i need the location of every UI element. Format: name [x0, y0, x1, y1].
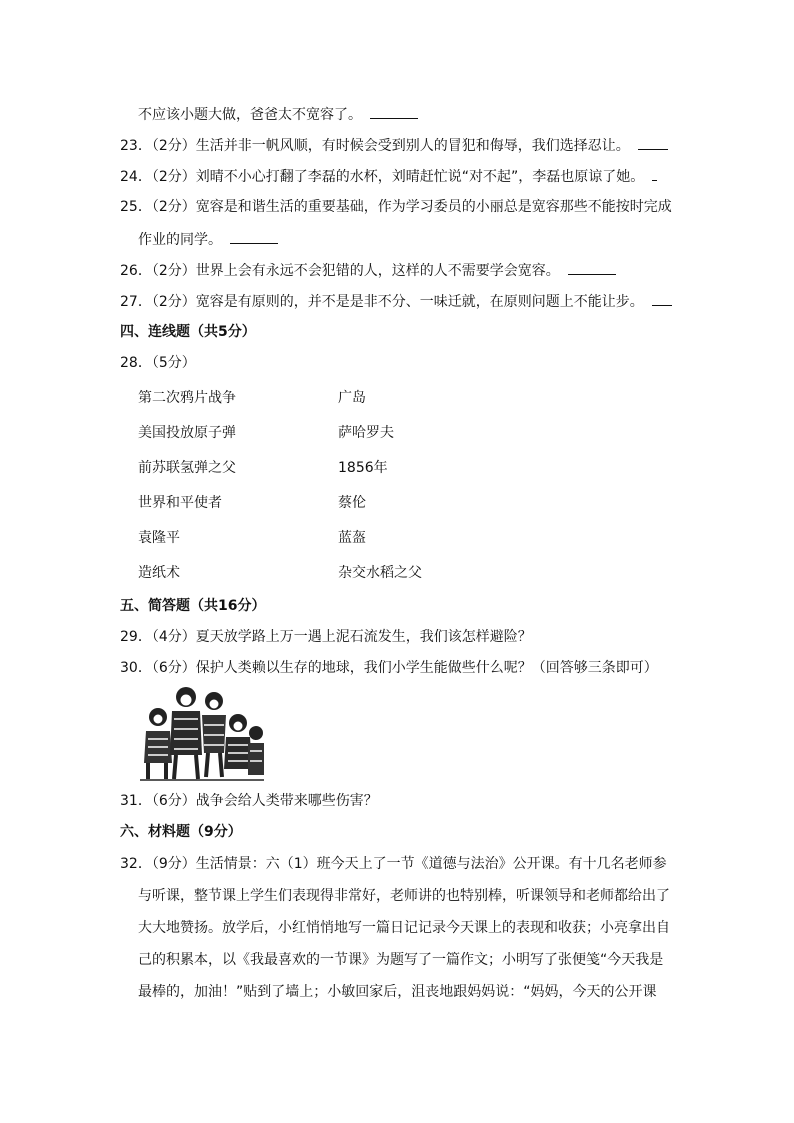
q24-text: 24．（2分）刘晴不小心打翻了李磊的水杯，刘晴赶忙说“对不起”，李磊也原谅了她。 [120, 169, 645, 185]
question-32-line: 大大地赞扬。放学后，小红悄悄地写一篇日记记录今天课上的表现和收获；小亮拿出自 [138, 920, 670, 936]
question-27 [120, 291, 672, 312]
answer-blank[interactable] [230, 229, 278, 244]
section-6-title: 六、材料题（9分） [120, 824, 242, 840]
question-32-line: 最棒的，加油！”贴到了墙上；小敏回家后，沮丧地跟妈妈说：“妈妈，今天的公开课 [138, 984, 657, 1000]
match-right-item[interactable]: 1856年 [338, 460, 388, 476]
q22-text: 不应该小题大做，爸爸太不宽容了。 [138, 107, 362, 123]
q26-text: 26．（2分）世界上会有永远不会犯错的人，这样的人不需要学会宽容。 [120, 263, 560, 279]
answer-blank[interactable] [652, 291, 672, 306]
answer-blank[interactable] [652, 166, 657, 181]
match-right-item[interactable]: 蓝盔 [338, 530, 366, 546]
question-30: 30．（6分）保护人类赖以生存的地球，我们小学生能做些什么呢？（回答够三条即可） [120, 660, 658, 676]
question-24 [120, 166, 657, 187]
answer-blank[interactable] [370, 104, 418, 119]
match-left-item[interactable]: 美国投放原子弹 [138, 425, 236, 441]
question-28: 28．（5分） [120, 355, 196, 371]
question-32: 32．（9分）生活情景：六（1）班今天上了一节《道德与法治》公开课。有十几名老师参 [120, 856, 667, 872]
section-5-title: 五、简答题（共16分） [120, 598, 266, 614]
q27-text: 27．（2分）宽容是有原则的，并不是是非不分、一味迁就，在原则问题上不能让步。 [120, 294, 644, 310]
q23-text: 23．（2分）生活并非一帆风顺，有时候会受到别人的冒犯和侮辱，我们选择忍让。 [120, 138, 630, 154]
match-right-item[interactable]: 杂交水稻之父 [338, 565, 422, 581]
match-right-item[interactable]: 广岛 [338, 390, 366, 406]
question-23 [120, 135, 668, 156]
question-29: 29．（4分）夏天放学路上万一遇上泥石流发生，我们该怎样避险？ [120, 629, 532, 645]
question-31: 31．（6分）战争会给人类带来哪些伤害？ [120, 793, 378, 809]
match-left-item[interactable]: 造纸术 [138, 565, 180, 581]
match-left-item[interactable]: 袁隆平 [138, 530, 180, 546]
q25-text: 25．（2分）宽容是和谐生活的重要基础，作为学习委员的小丽总是宽容那些不能按时完成 [120, 199, 672, 215]
question-25-cont [138, 229, 278, 250]
q22-continuation [138, 104, 418, 125]
children-illustration [140, 683, 264, 781]
match-left-item[interactable]: 第二次鸦片战争 [138, 390, 236, 406]
match-left-item[interactable]: 世界和平使者 [138, 495, 222, 511]
match-left-item[interactable]: 前苏联氢弹之父 [138, 460, 236, 476]
match-right-item[interactable]: 萨哈罗夫 [338, 425, 394, 441]
section-4-title: 四、连线题（共5分） [120, 324, 256, 340]
answer-blank[interactable] [638, 135, 668, 150]
question-25 [120, 197, 672, 217]
question-26 [120, 260, 616, 281]
answer-blank[interactable] [568, 260, 616, 275]
q25-text-cont: 作业的同学。 [138, 232, 222, 248]
question-32-line: 与听课，整节课上学生们表现得非常好，老师讲的也特别棒，听课领导和老师都给出了 [138, 888, 670, 904]
match-right-item[interactable]: 蔡伦 [338, 495, 366, 511]
question-32-line: 己的积累本，以《我最喜欢的一节课》为题写了一篇作文；小明写了张便笺“今天我是 [138, 952, 664, 968]
